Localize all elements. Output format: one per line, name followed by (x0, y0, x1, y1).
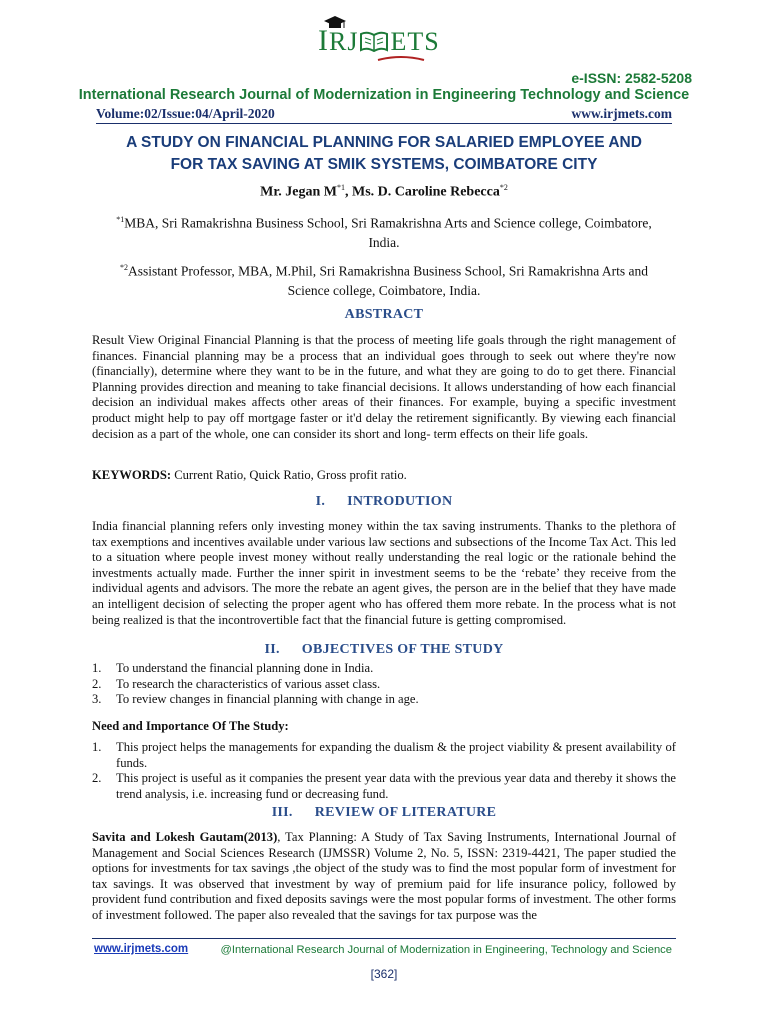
introduction-text: India financial planning refers only investing money within the tax saving instruments. Thanks to the plethora of tax exemptions and incentives available under various law sections and subsections of the Income Tax Act. This led to a situation where people invest money without really understanding the real logic or the rationale behind the investments actually made. Further the inner spirit in investment seems to be the ‘rebate’ they receive from the individual agents and advisors. The more the rebate an agent gives, the person are in the belief that they have made an intelligent decision of selecting the proper agent who has offered them more rebate. In the process what is not being realized is that the incontrovertible fact that the financial future is getting compromised. (92, 519, 676, 627)
section-number: I. (315, 494, 326, 509)
issn: e-ISSN: 2582-5208 (571, 70, 692, 86)
affiliation-1-sup: *1 (116, 215, 125, 224)
author-1: Mr. Jegan M (260, 184, 337, 200)
keywords-label: KEYWORDS: (92, 468, 172, 482)
abstract-heading: ABSTRACT (344, 307, 424, 322)
review-heading (0, 805, 768, 821)
header-divider (96, 123, 672, 124)
paper-title (80, 132, 688, 176)
volume-issue: Volume:02/Issue:04/April-2020 (96, 106, 275, 121)
footer-link[interactable]: www.irjmets.com (94, 943, 189, 955)
list-item (92, 661, 676, 677)
footer-copyright: @International Research Journal of Modernization in Engineering, Technology and Science (220, 944, 672, 956)
abstract-body (92, 333, 676, 442)
need-list (92, 740, 676, 802)
authors (0, 183, 768, 201)
journal-name: International Research Journal of Modernization in Engineering Technology and Science (78, 87, 690, 103)
section-number: III. (271, 805, 293, 820)
abstract-text: Result View Original Financial Planning is that the process of meeting life goals through the right management of finances. Financial planning may be a process that an individual goes through to seek out where they're now (financially), determine where they want to be in the future, and what they are going to do to get there. Financial Planning provides direction and meaning to take financial decisions. It allows understanding of how each financial decision an individual makes affects other areas of their finances. For example, buying a specific investment product might help to pay off mortgage faster or it'd delay the retirement significantly. By viewing each financial decision as a part of the whole, one can consider its short and long- term effects on their life goals. (92, 333, 676, 441)
list-item (92, 740, 676, 771)
section-number: II. (264, 642, 280, 657)
list-text: To review changes in financial planning with change in age. (116, 692, 419, 707)
logo-letters-ets: ETS (390, 27, 440, 56)
affiliation-1 (100, 210, 668, 252)
objectives-list (92, 661, 676, 708)
affiliation-2-sup: *2 (120, 263, 129, 272)
page-number: [362] (370, 967, 398, 981)
section-title: REVIEW OF LITERATURE (314, 805, 497, 820)
list-number: 2. (92, 771, 102, 786)
review-lead: Savita and Lokesh Gautam(2013) (92, 830, 278, 844)
list-number: 2. (92, 676, 102, 691)
list-item (92, 771, 676, 802)
logo-swoosh-icon (376, 54, 426, 64)
logo-wordmark (318, 24, 440, 58)
list-number: 1. (92, 740, 102, 754)
journal-logo (318, 16, 458, 62)
review-body (92, 830, 676, 924)
introduction-heading (0, 494, 768, 510)
section-title: OBJECTIVES OF THE STUDY (301, 642, 504, 657)
list-item (92, 677, 676, 693)
open-book-icon (359, 30, 389, 52)
keywords (92, 468, 407, 483)
affiliation-2-text: Assistant Professor, MBA, M.Phil, Sri Ramakrishna Business School, Sri Ramakrishna Arts and Science college, Coimbatore, India. (128, 263, 648, 298)
title-line-2: FOR TAX SAVING AT SMIK SYSTEMS, COIMBATORE CITY (170, 156, 598, 173)
affiliation-2 (100, 258, 668, 300)
journal-website: www.irjmets.com (571, 106, 672, 121)
review-text: , Tax Planning: A Study of Tax Saving Instruments, International Journal of Management and Social Sciences Research (IJMSSR) Volume 2, No. 5, ISSN: 2319-4421, The paper studied the options for investments for tax savings ,the object of the study was to find the most popular form of investment for tax savings. It was observed that investment by way of premium paid for life insurance policy, followed by provident fund contribution and fixed deposits savings were the most popular forms of investment. The other forms of investment followed. The paper also revealed that the savings for tax purpose was the (92, 830, 677, 922)
list-text: To understand the financial planning done in India. (116, 661, 374, 675)
list-text: This project helps the managements for expanding the dualism & the project viability & present availability of funds. (116, 740, 676, 770)
review-paragraph (92, 830, 676, 924)
author-separator: , (344, 184, 352, 200)
logo-letter-i: I (318, 24, 329, 57)
list-number: 3. (92, 692, 102, 707)
author-2-sup: *2 (499, 183, 508, 192)
section-title: INTRODUTION (347, 494, 453, 509)
volume-row (96, 106, 672, 124)
list-item (92, 692, 676, 708)
list-text: To research the characteristics of various asset class. (116, 676, 381, 691)
objectives-heading (0, 642, 768, 658)
keywords-text: Current Ratio, Quick Ratio, Gross profit ratio. (171, 468, 407, 482)
author-1-sup: *1 (336, 183, 345, 192)
introduction-body (92, 519, 676, 628)
footer-divider (92, 938, 676, 939)
title-line-1: A STUDY ON FINANCIAL PLANNING FOR SALARIED EMPLOYEE AND (126, 134, 642, 151)
list-text: This project is useful as it companies the present year data with the previous year data and thereby it shows the trend analysis, i.e. increasing fund or decreasing fund. (116, 771, 676, 801)
list-number: 1. (92, 661, 102, 675)
affiliation-1-text: MBA, Sri Ramakrishna Business School, Sri Ramakrishna Arts and Science college, Coimbatore, India. (124, 215, 652, 250)
author-2: Ms. D. Caroline Rebecca (351, 184, 500, 200)
logo-letters-rj: RJ (329, 27, 359, 56)
need-heading: Need and Importance Of The Study: (92, 719, 289, 733)
